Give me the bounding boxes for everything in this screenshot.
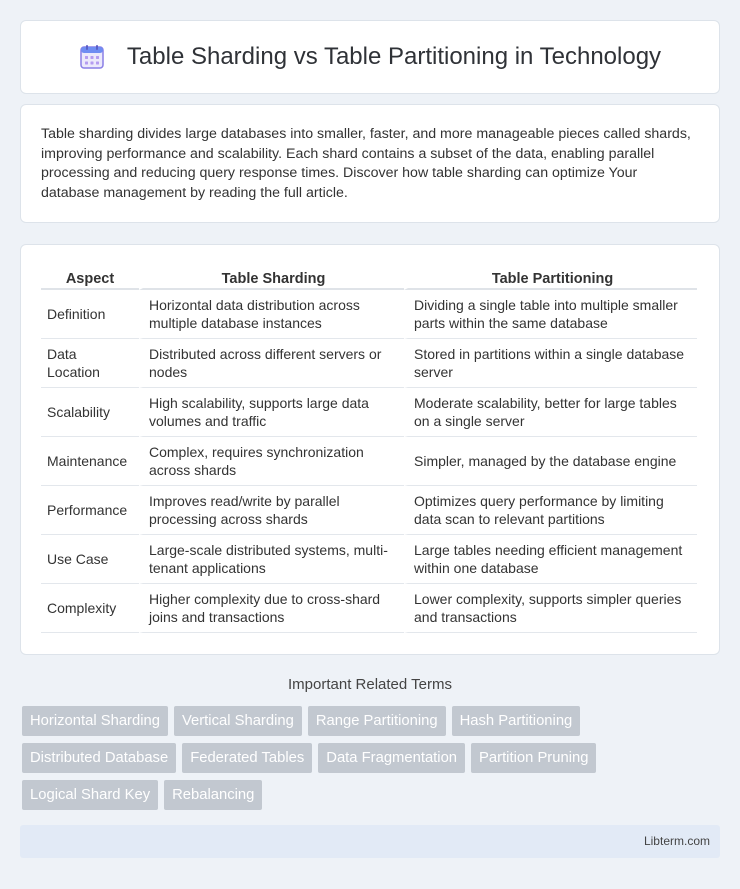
title-card <box>20 20 720 94</box>
row-sharding: Large-scale distributed systems, multi-tenant applications <box>139 535 404 584</box>
tag-data-fragmentation[interactable]: Data Fragmentation <box>318 743 465 773</box>
row-partitioning: Stored in partitions within a single database server <box>404 339 697 388</box>
header-table-partitioning: Table Partitioning <box>404 267 697 290</box>
row-aspect: Scalability <box>41 388 139 437</box>
tag-vertical-sharding[interactable]: Vertical Sharding <box>174 706 302 736</box>
tag-rebalancing[interactable]: Rebalancing <box>164 780 262 810</box>
row-aspect: Use Case <box>41 535 139 584</box>
row-aspect: Definition <box>41 290 139 339</box>
tag-federated-tables[interactable]: Federated Tables <box>182 743 312 773</box>
row-sharding: Complex, requires synchronization across shards <box>139 437 404 486</box>
header-aspect: Aspect <box>41 267 139 290</box>
row-aspect: Performance <box>41 486 139 535</box>
row-sharding: Improves read/write by parallel processing across shards <box>139 486 404 535</box>
comparison-card <box>20 244 720 655</box>
footer-site-link[interactable]: Libterm.com <box>643 834 710 848</box>
intro-card <box>20 104 720 223</box>
table-header-row <box>41 267 697 290</box>
row-sharding: Distributed across different servers or nodes <box>139 339 404 388</box>
row-aspect: Complexity <box>41 584 139 633</box>
tag-row <box>22 780 722 810</box>
related-terms-list <box>22 706 722 817</box>
row-partitioning: Large tables needing efficient management within one database <box>404 535 697 584</box>
tag-hash-partitioning[interactable]: Hash Partitioning <box>452 706 581 736</box>
table-row <box>41 339 697 388</box>
table-row <box>41 290 697 339</box>
row-partitioning: Lower complexity, supports simpler queries and transactions <box>404 584 697 633</box>
tag-distributed-database[interactable]: Distributed Database <box>22 743 176 773</box>
table-row <box>41 437 697 486</box>
row-partitioning: Simpler, managed by the database engine <box>404 437 697 486</box>
row-partitioning: Moderate scalability, better for large tables on a single server <box>404 388 697 437</box>
row-sharding: Horizontal data distribution across multiple database instances <box>139 290 404 339</box>
tag-partition-pruning[interactable]: Partition Pruning <box>471 743 596 773</box>
row-partitioning: Optimizes query performance by limiting data scan to relevant partitions <box>404 486 697 535</box>
row-sharding: Higher complexity due to cross-shard joins and transactions <box>139 584 404 633</box>
row-partitioning: Dividing a single table into multiple smaller parts within the same database <box>404 290 697 339</box>
related-terms-heading: Important Related Terms <box>288 676 452 693</box>
page-title: Table Sharding vs Table Partitioning in Technology <box>126 43 662 70</box>
row-aspect: Data Location <box>41 339 139 388</box>
intro-paragraph: Table sharding divides large databases into smaller, faster, and more manageable pieces called shards, improving performance and scalability. Each shard contains a subset of the data, enabling parallel processing and reducing query response times. Discover how table sharding can optimize Your database management by reading the full article. <box>41 126 691 201</box>
table-row <box>41 584 697 633</box>
tag-row <box>22 743 722 773</box>
row-sharding: High scalability, supports large data volumes and traffic <box>139 388 404 437</box>
header-table-sharding: Table Sharding <box>139 267 404 290</box>
tag-horizontal-sharding[interactable]: Horizontal Sharding <box>22 706 168 736</box>
footer <box>20 825 720 858</box>
tag-logical-shard-key[interactable]: Logical Shard Key <box>22 780 158 810</box>
calendar-icon <box>79 44 105 70</box>
table-row <box>41 486 697 535</box>
table-row <box>41 388 697 437</box>
table-row <box>41 535 697 584</box>
row-aspect: Maintenance <box>41 437 139 486</box>
tag-row <box>22 706 722 736</box>
comparison-table <box>41 267 697 633</box>
tag-range-partitioning[interactable]: Range Partitioning <box>308 706 446 736</box>
